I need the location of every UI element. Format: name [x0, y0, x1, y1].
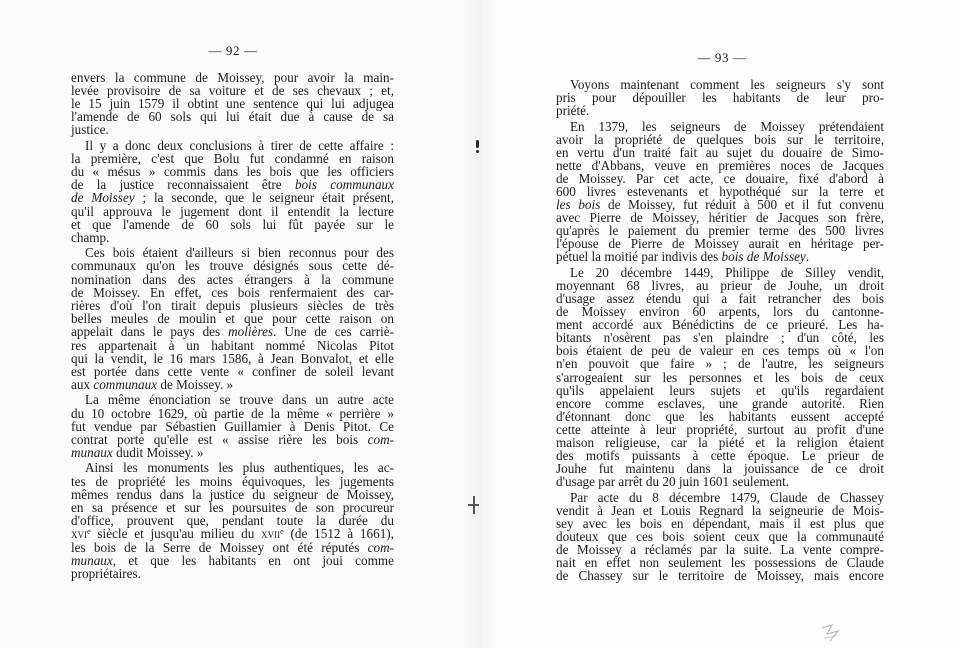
text-run: d'office, prouvent que, pendant toute la durée du — [71, 513, 394, 529]
text-run: belles meules de moulin et que pour cette raison on — [71, 311, 394, 327]
text-run: contrat porte qu'elle est « assise rière les bois — [71, 431, 368, 447]
text-run: . — [805, 249, 810, 265]
text-run: de Moissey. Par cet acte, ce douaire, fixé d'abord à — [556, 170, 884, 186]
text-run: nait en effet non seulement les possessions de Claude — [556, 555, 884, 571]
text-run: de Chassey sur le territoire de Moissey, mais encore — [556, 568, 884, 584]
italic-text: de Moissey — [71, 190, 135, 206]
text-run: dudit Moissey. » — [112, 445, 204, 461]
page-body-text — [556, 78, 884, 583]
text-run: l'épouse de Pierre de Moissey aurait en héritage per- — [556, 236, 884, 252]
text-run: ; la seconde, que le seigneur était présent, — [134, 190, 394, 206]
italic-text: com- — [367, 539, 394, 555]
pencil-scribble-mark — [818, 622, 846, 646]
small-caps-text: xvi — [71, 526, 87, 542]
text-run: en vertu d'un traité fait au sujet du douaire de Simo- — [556, 144, 884, 160]
text-line — [71, 218, 394, 231]
text-line — [556, 569, 884, 582]
italic-text: munaux — [71, 552, 113, 568]
text-run: res appartenait à un habitant nommé Nicolas Pitot — [71, 337, 394, 353]
text-run: de Moissey. » — [157, 377, 234, 393]
paragraph — [556, 78, 884, 117]
paragraph — [71, 71, 394, 137]
text-run: tes de propriété les moins équivoques, les jugements — [71, 473, 394, 489]
paragraph — [71, 393, 394, 459]
ink-blot-mark — [476, 140, 479, 148]
text-run: Voyons maintenant comment les seigneurs s'y sont — [570, 76, 884, 92]
text-run: Il y a donc deux conclusions à tirer de cette affaire : — [85, 137, 394, 153]
text-run: propriétaires. — [71, 566, 141, 582]
text-run: l'amende de 60 sols qui lui était due à cause de sa — [71, 109, 394, 125]
paragraph — [71, 461, 394, 580]
text-run: du 10 octobre 1629, où partie de la même « perrière » — [71, 405, 394, 421]
text-run: de Moissey. En effet, ces bois renfermaient des car- — [71, 284, 394, 300]
superscript-text: e — [280, 527, 284, 537]
text-run: nomination dans des actes étrangers à la commune — [71, 271, 394, 287]
text-run: champ. — [71, 229, 110, 245]
text-run: est portée dans cette vente « confiner de soleil levant — [71, 363, 394, 379]
text-line — [71, 123, 394, 136]
text-run: pétuel la moitié par indivis des — [556, 249, 722, 265]
text-run: vendit à Jean et Louis Regnard la seigneurie de Mois- — [556, 503, 884, 518]
text-run: , et que les habitants en ont joui comme — [112, 552, 394, 568]
text-run: appelait dans le pays des — [71, 324, 229, 340]
text-run: les bois de la Serre de Moissey ont été réputés — [71, 539, 368, 555]
text-run: de Moissey environ 60 arpents, lors du cantonne- — [556, 304, 884, 320]
paragraph — [71, 246, 394, 391]
text-run: d'étonnant donc que les habitants eussent accepté — [556, 408, 884, 424]
text-line — [71, 446, 394, 459]
text-run: fut vendue par Sébastien Guillamier à Denis Pitot. Ce — [71, 418, 394, 434]
text-run: moyennant 68 livres, au prieur de Jouhe, un droit — [556, 278, 884, 294]
text-run: . Une de ces carriè- — [273, 324, 394, 340]
text-run: d'usage assez étendu qui a fait retrancher des bois — [556, 291, 884, 307]
text-run: mêmes rendus dans la justice du seigneur de Moissey, — [71, 486, 394, 502]
text-run: rières d'où l'on tirait depuis plusieurs siècles de très — [71, 297, 394, 313]
paragraph — [71, 139, 394, 245]
text-run: la première, c'est que Bolu fut condamné en raison — [71, 150, 394, 166]
text-run: cette atteinte à leur propriété, surtout au profit d'une — [556, 421, 884, 437]
text-run: s'arrogeaient sur les personnes et les bois de ceux — [556, 369, 884, 385]
text-run: priété. — [556, 102, 590, 118]
text-run: Par acte du 8 décembre 1479, Claude de Chassey — [570, 489, 884, 505]
text-run: Jouhe fut maintenu dans la jouissance de ce droit — [556, 460, 884, 476]
italic-text: munaux — [71, 445, 113, 461]
text-run: En 1379, les seigneurs de Moissey prétendaient — [570, 118, 884, 134]
text-run: avoir la propriété de quelques bois sur le territoire, — [556, 131, 884, 147]
cross-mark — [468, 504, 479, 506]
small-caps-text: xvii — [261, 526, 281, 542]
book-gutter-shadow — [462, 0, 498, 648]
text-run: sey avec les bois en dépendant, mais il est plus que — [556, 516, 884, 532]
text-run: qui la vendit, le 16 mars 1586, à Jean Bonvalot, et elle — [71, 350, 394, 366]
text-run: avec Pierre de Moissey, héritier de Jacques son frère, — [556, 209, 884, 225]
italic-text: bois de Moissey — [721, 249, 806, 265]
text-run: des motifs puissants à cette époque. Le prieur de — [556, 447, 884, 463]
text-run: Le 20 décembre 1449, Philippe de Silley vendit, — [570, 265, 884, 281]
page-number: — 93 — — [697, 50, 747, 65]
text-run: bitants n'osèrent pas s'en plaindre ; d'un côté, les — [556, 330, 884, 346]
text-run: qu'après le paiement du premier terme des 500 livres — [556, 223, 884, 239]
paragraph — [556, 120, 884, 264]
text-run: Ainsi les monuments les plus authentiques, les ac- — [85, 460, 394, 476]
text-run: qu'il approuva le jugement dont il entendit la lecture — [71, 203, 394, 219]
italic-text: les bois — [556, 196, 601, 212]
text-line — [71, 231, 394, 244]
text-run: bois étaient de peu de valeur en ces temps où « l'on — [556, 343, 884, 359]
text-run: de Moissey, fut réduit à 500 et il fut convenu — [600, 196, 884, 212]
paragraph — [556, 491, 884, 582]
page-number: — 92 — — [208, 43, 258, 58]
text-run: siècle et jusqu'au milieu du — [90, 526, 262, 542]
italic-text: bois communaux — [294, 177, 394, 193]
text-run: et que l'amende de 60 sols lui fût payée sur le — [71, 216, 394, 232]
text-run: justice. — [71, 122, 109, 138]
italic-text: molières — [228, 324, 274, 340]
text-run: (de 1512 à 1661), — [283, 526, 394, 542]
text-run: maison religieuse, car la piété et la religion étaient — [556, 434, 884, 450]
text-run: le 15 juin 1579 il obtint une sentence qui lui adjugea — [71, 95, 394, 111]
text-run: de la justice reconnaissaient être — [71, 177, 295, 193]
text-run: levée provisoire de sa voiture et de ses chevaux ; et, — [71, 82, 394, 98]
text-run: de Moissey a réclamés par la suite. La vente compre- — [556, 542, 884, 558]
text-run: qu'ils appelaient leurs sujets et qu'ils regardaient — [556, 382, 884, 398]
right-page — [478, 0, 960, 648]
text-run: d'usage par arrêt du 20 juin 1601 seulement. — [556, 473, 790, 489]
text-run: du « mésus » commis dans les bois que les officiers — [71, 163, 394, 179]
text-line — [71, 110, 394, 123]
text-run: envers la commune de Moissey, pour avoir la main- — [71, 69, 394, 85]
superscript-text: e — [87, 527, 91, 537]
text-line — [71, 378, 394, 391]
text-line — [556, 104, 884, 117]
text-run: 600 livres estevenants et hypothéqué sur la terre et — [556, 183, 884, 199]
page-body-text — [71, 71, 394, 581]
text-run: Ces bois étaient d'ailleurs si bien reconnus pour des — [85, 245, 394, 261]
ink-blot-mark — [476, 150, 479, 153]
text-run: ment accordé aux Bénédictins de ce prieuré. Les ha- — [556, 317, 884, 333]
text-run: en sa présence et sur les poursuites de son procureur — [71, 500, 394, 515]
text-line — [556, 91, 884, 104]
text-run: aux — [71, 377, 94, 393]
text-run: encore comme esclaves, une grande autorité. Rien — [556, 395, 884, 411]
paragraph — [556, 266, 884, 488]
text-run: La même énonciation se trouve dans un autre acte — [85, 392, 394, 408]
text-line — [71, 567, 394, 580]
italic-text: communaux — [93, 377, 158, 393]
text-line — [556, 250, 884, 263]
text-line — [556, 475, 884, 488]
text-run: communaux qu'on les trouve désignés sous cette dé- — [71, 258, 394, 274]
left-page — [0, 0, 478, 648]
text-run: n'en pouvoit que faire » ; de l'autre, les seigneurs — [556, 356, 884, 372]
text-run: douteux que ces bois soient ceux que la communauté — [556, 529, 884, 545]
text-run: nette d'Abbans, veuve en premières noces de Jacques — [556, 157, 884, 173]
text-run: pris pour dépouiller les habitants de leur pro- — [556, 89, 884, 105]
italic-text: com- — [367, 431, 394, 447]
